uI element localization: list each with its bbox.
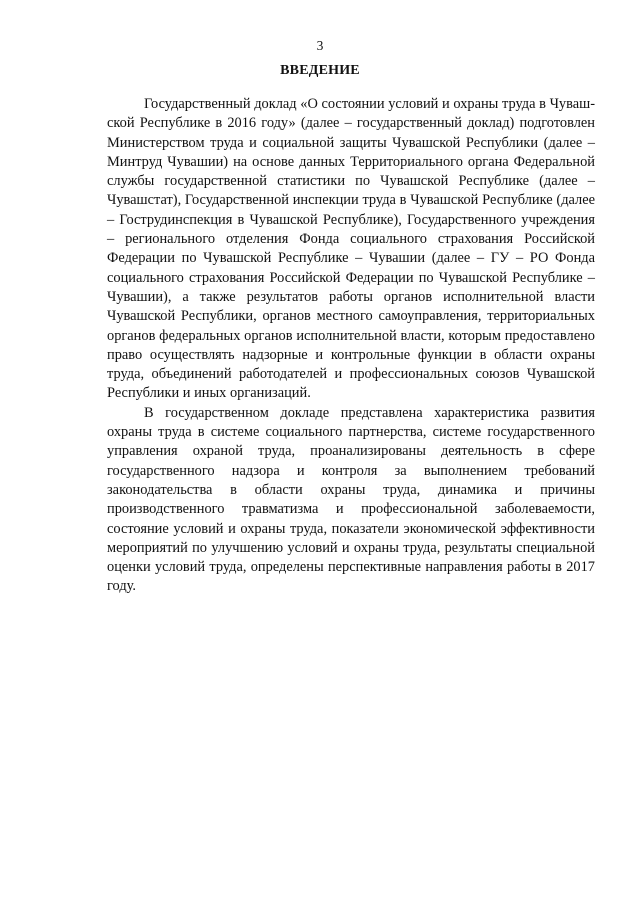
paragraph-contents: В государственном докладе представлена характеристика развития охраны труда в системе социального партнерства, системе государственного управления охраной труда, проанализированы деятельность в сфере государственного надзора и контроля за выполнением требований законодательства в области охраны труда, динамика и причины производственного травматизма и профессиональной заболеваемости, состояние условий и охраны труда, показатели экономической эффективности мероприятий по улучшению условий и охраны труда, результаты специальной оценки условий труда, определены перспективные направления работы в 2017 году. (107, 404, 595, 595)
page-number: 3 (316, 38, 324, 53)
paragraph-intro: Государственный доклад «О состоянии условий и охраны труда в Чувашской Республике в 2016 году» (далее – государственный доклад) подготовлен Министерством труда и социальной защиты Чувашской Республики (далее – Минтруд Чувашии) на основе данных Территориального органа Федеральной службы государственной статистики по Чувашской Республике (далее – Чувашстат), Государственной инспекции труда в Чувашской Республике (далее – Гострудинспекция в Чувашской Республике), Государственного учреждения – регионального отделения Фонда социального страхования Российской Федерации по Чувашской Республике – Чувашии (далее – ГУ – РО Фонда социального страхования Российской Федерации по Чувашской Республике – Чувашии), а также результатов работы органов исполнительной власти Чувашской Республики, органов местного самоуправления, территориальных органов федеральных органов исполнительной власти, которым предоставлено право осуществлять надзорные и контрольные функции в области охраны труда, объединений работодателей и профессиональных союзов Чувашской Республики и иных организаций. (107, 96, 595, 402)
document-body (107, 95, 595, 597)
section-heading: ВВЕДЕНИЕ (280, 63, 360, 78)
